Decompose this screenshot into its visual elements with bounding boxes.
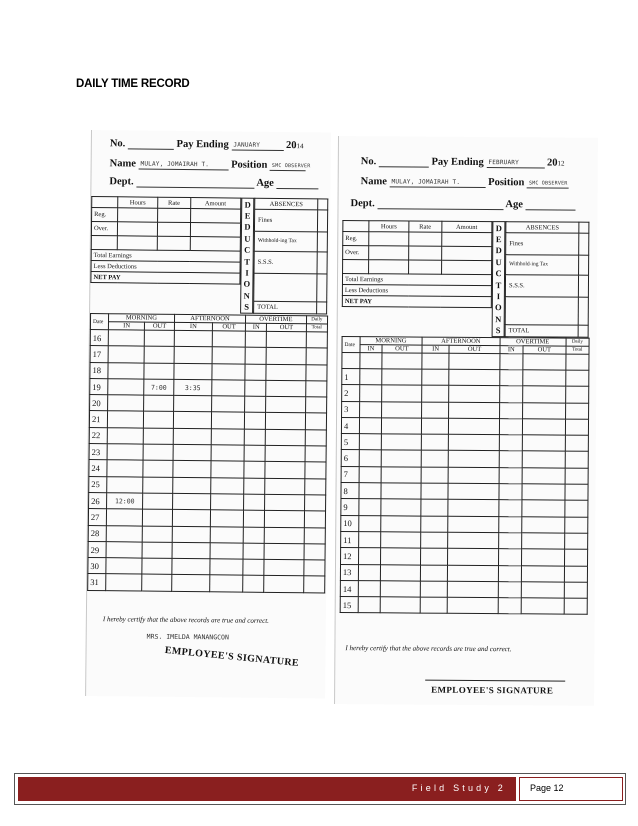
day-number: 25: [89, 476, 107, 492]
card-header-name-line: [109, 158, 311, 171]
day-number: 4: [341, 417, 359, 433]
day-number: 30: [88, 558, 106, 574]
absences-table: ABSENCES Fines Withhold-ing Tax S.S.S. TOTAL: [253, 198, 328, 315]
day-number: 23: [89, 444, 107, 460]
pay-ending-value: JANUARY: [233, 141, 261, 149]
day-row: [341, 548, 588, 566]
day-number: 10: [341, 515, 359, 531]
day-number: 19: [90, 378, 108, 394]
earnings-table: Hours Rate Amount Reg. Over. Total Earnings Less Deductions NET PAY: [342, 220, 493, 308]
pay-ending-label: Pay Ending: [176, 138, 229, 151]
day-row: [340, 597, 587, 615]
employee-signature-label: EMPLOYEE'S SIGNATURE: [431, 684, 554, 696]
day-number: 21: [89, 411, 107, 427]
year-value: 14: [296, 142, 304, 151]
day-row: [341, 450, 588, 468]
employee-signature-label: EMPLOYEE'S SIGNATURE: [164, 644, 300, 670]
day-row: [342, 369, 589, 387]
signature-line: [425, 680, 565, 682]
day-row: [88, 574, 325, 593]
day-row: [342, 401, 589, 419]
day-row: [341, 466, 588, 484]
position-label: Position: [231, 159, 268, 171]
year-value: 12: [557, 159, 565, 168]
day-number: 8: [341, 483, 359, 499]
card-header-name-line: Name MULAY, JOMAIRAH T. Position SMC OBSERVER: [360, 176, 568, 189]
day-number: 5: [341, 434, 359, 450]
name-value: MULAY, JOMAIRAH T.: [140, 160, 210, 169]
name-value: MULAY, JOMAIRAH T.: [391, 178, 461, 186]
handwritten-time: 12:00: [107, 493, 144, 510]
day-number: 11: [341, 531, 359, 547]
handwritten-time: 7:00: [144, 379, 174, 396]
handwritten-time: 3:35: [174, 379, 212, 396]
time-log-table: Date MORNING AFTERNOON OVERTIME Daily IN OUT IN OUT IN OUT Total 16 17 18 19 7:00 3:35 20 21 22 23 24 25 26 12:00 27 28 29 30 31: [87, 313, 328, 593]
deductions-vertical-label: D E D U C T I O N S: [240, 198, 254, 314]
day-number: 18: [90, 362, 108, 378]
absences-table: ABSENCES Fines Withhold-ing Tax S.S.S. TOTAL: [505, 221, 590, 338]
position-value: SMC OBSERVER: [528, 180, 568, 187]
time-card-january: [85, 130, 331, 698]
day-number: 7: [341, 466, 359, 482]
day-row: [341, 499, 588, 517]
card-header-no-line: No. Pay Ending JANUARY 2014: [109, 138, 304, 152]
card-header-dept-line: Dept. Age: [350, 198, 575, 211]
certification-statement: I hereby certify that the above records are true and correct.: [345, 644, 512, 654]
footer-course-title: Field Study 2: [411, 783, 506, 793]
footer-accent-bar: [18, 777, 516, 801]
deductions-vertical-label: D E D U C T I O N S: [492, 221, 506, 337]
name-label: Name: [109, 158, 136, 170]
certification-statement: I hereby certify that the above records are true and correct.: [102, 615, 269, 625]
day-row: [341, 515, 588, 533]
day-number: 16: [90, 330, 108, 346]
day-row: [341, 434, 588, 452]
day-row: [341, 531, 588, 549]
day-number: 31: [88, 574, 106, 590]
day-number: 12: [341, 548, 359, 564]
day-number: 17: [90, 346, 108, 362]
day-number: 28: [88, 525, 106, 541]
day-number: 26: [89, 492, 107, 508]
time-log-table: Date MORNING AFTERNOON OVERTIME Daily IN OUT IN OUT IN OUT Total 1 2 3 4 5 6 7 8 9 10 11 12 13 14 15: [340, 336, 590, 615]
page-title: DAILY TIME RECORD: [76, 78, 190, 90]
no-label: No.: [109, 138, 126, 150]
day-number: 13: [340, 564, 358, 580]
day-number: 22: [89, 427, 107, 443]
day-number: 20: [90, 395, 108, 411]
day-row: [340, 580, 587, 598]
card-header-no-line: No. Pay Ending FEBRUARY 2012: [360, 156, 565, 169]
day-number: 15: [340, 597, 358, 613]
day-number: 14: [340, 580, 358, 596]
day-row: [341, 483, 588, 501]
day-number: 2: [342, 385, 360, 401]
day-number: 27: [88, 509, 106, 525]
day-number: 1: [342, 369, 360, 385]
position-value: SMC OBSERVER: [271, 162, 311, 170]
day-number: 24: [89, 460, 107, 476]
observer-name: MRS. IMELDA MANANGCON: [146, 632, 229, 642]
day-row: [341, 417, 588, 435]
earnings-table: Hours Rate Amount Reg. Over. Total Earnings Less Deductions NET PAY: [90, 196, 241, 285]
page-footer: [14, 773, 626, 805]
pay-ending-value: FEBRUARY: [488, 159, 519, 167]
day-row: [340, 564, 587, 582]
day-row: [342, 385, 589, 403]
day-number: 3: [342, 401, 360, 417]
page-number: Page 12: [519, 777, 623, 801]
day-number: 29: [88, 541, 106, 557]
time-card-february: [334, 136, 598, 706]
day-number: 6: [341, 450, 359, 466]
day-number: 9: [341, 499, 359, 515]
card-header-dept-line: Dept. Age: [109, 176, 318, 189]
